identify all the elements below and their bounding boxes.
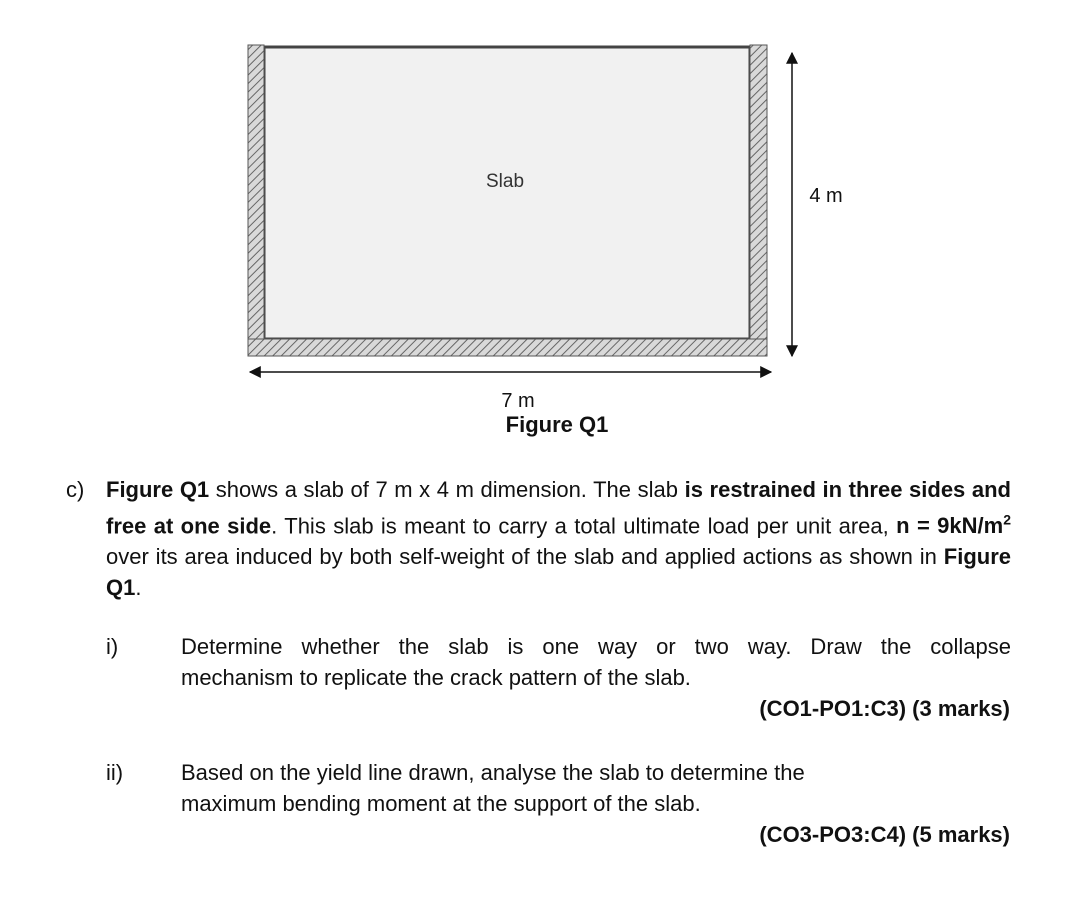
load-value: $n = 9kN/m^2$: [896, 512, 1011, 539]
subquestion-ii-label: ii): [106, 760, 124, 785]
subquestion-ii-text: [181, 757, 1011, 819]
load-unit-superscript: 2: [1003, 512, 1011, 528]
question-text: [106, 474, 1011, 603]
left-support-hatch: [248, 45, 264, 356]
width-dimension-label: 7 m: [501, 390, 535, 412]
slab-panel: [264, 47, 750, 339]
question-text-part2: shows a slab of 7 m x 4 m dimension. The slab: [209, 477, 685, 502]
subquestion-i-marks: (CO1-PO1:C3) (3 marks): [759, 696, 1010, 721]
subquestion-i-text: [181, 631, 1011, 693]
question-text-part4: . This slab is meant to carry a total ultimate load per unit area,: [271, 513, 897, 539]
figure-q1: [0, 0, 1084, 440]
subquestion-ii-line2: maximum bending moment at the support of the slab.: [181, 791, 701, 816]
figure-caption: Figure Q1: [505, 412, 609, 437]
subquestion-i-label: i): [106, 634, 119, 659]
figure-ref-2: Figure Q1: [106, 544, 1011, 601]
subquestion-ii-marks: (CO3-PO3:C4) (5 marks): [759, 822, 1010, 847]
subquestion-ii-line1: Based on the yield line drawn, analyse the slab to determine the: [181, 760, 805, 785]
height-dimension-label: 4 m: [809, 185, 843, 207]
right-support-hatch: [750, 45, 767, 356]
slab-label: Slab: [485, 171, 525, 192]
subquestion-i-line1: Determine whether the slab is one way or two way. Draw the collapse: [181, 634, 1011, 659]
question-text-part8: .: [135, 575, 142, 601]
bottom-support-hatch: [248, 339, 767, 356]
restraint-description: is restrained in three sides and free at one side: [106, 477, 1011, 539]
subquestion-i-line2: mechanism to replicate the crack pattern of the slab.: [181, 665, 691, 690]
question-text-part6: over its area induced by both self-weight of the slab and applied actions as shown in: [106, 544, 944, 570]
question-label: c): [66, 477, 85, 502]
figure-ref-1: Figure Q1: [106, 477, 210, 502]
